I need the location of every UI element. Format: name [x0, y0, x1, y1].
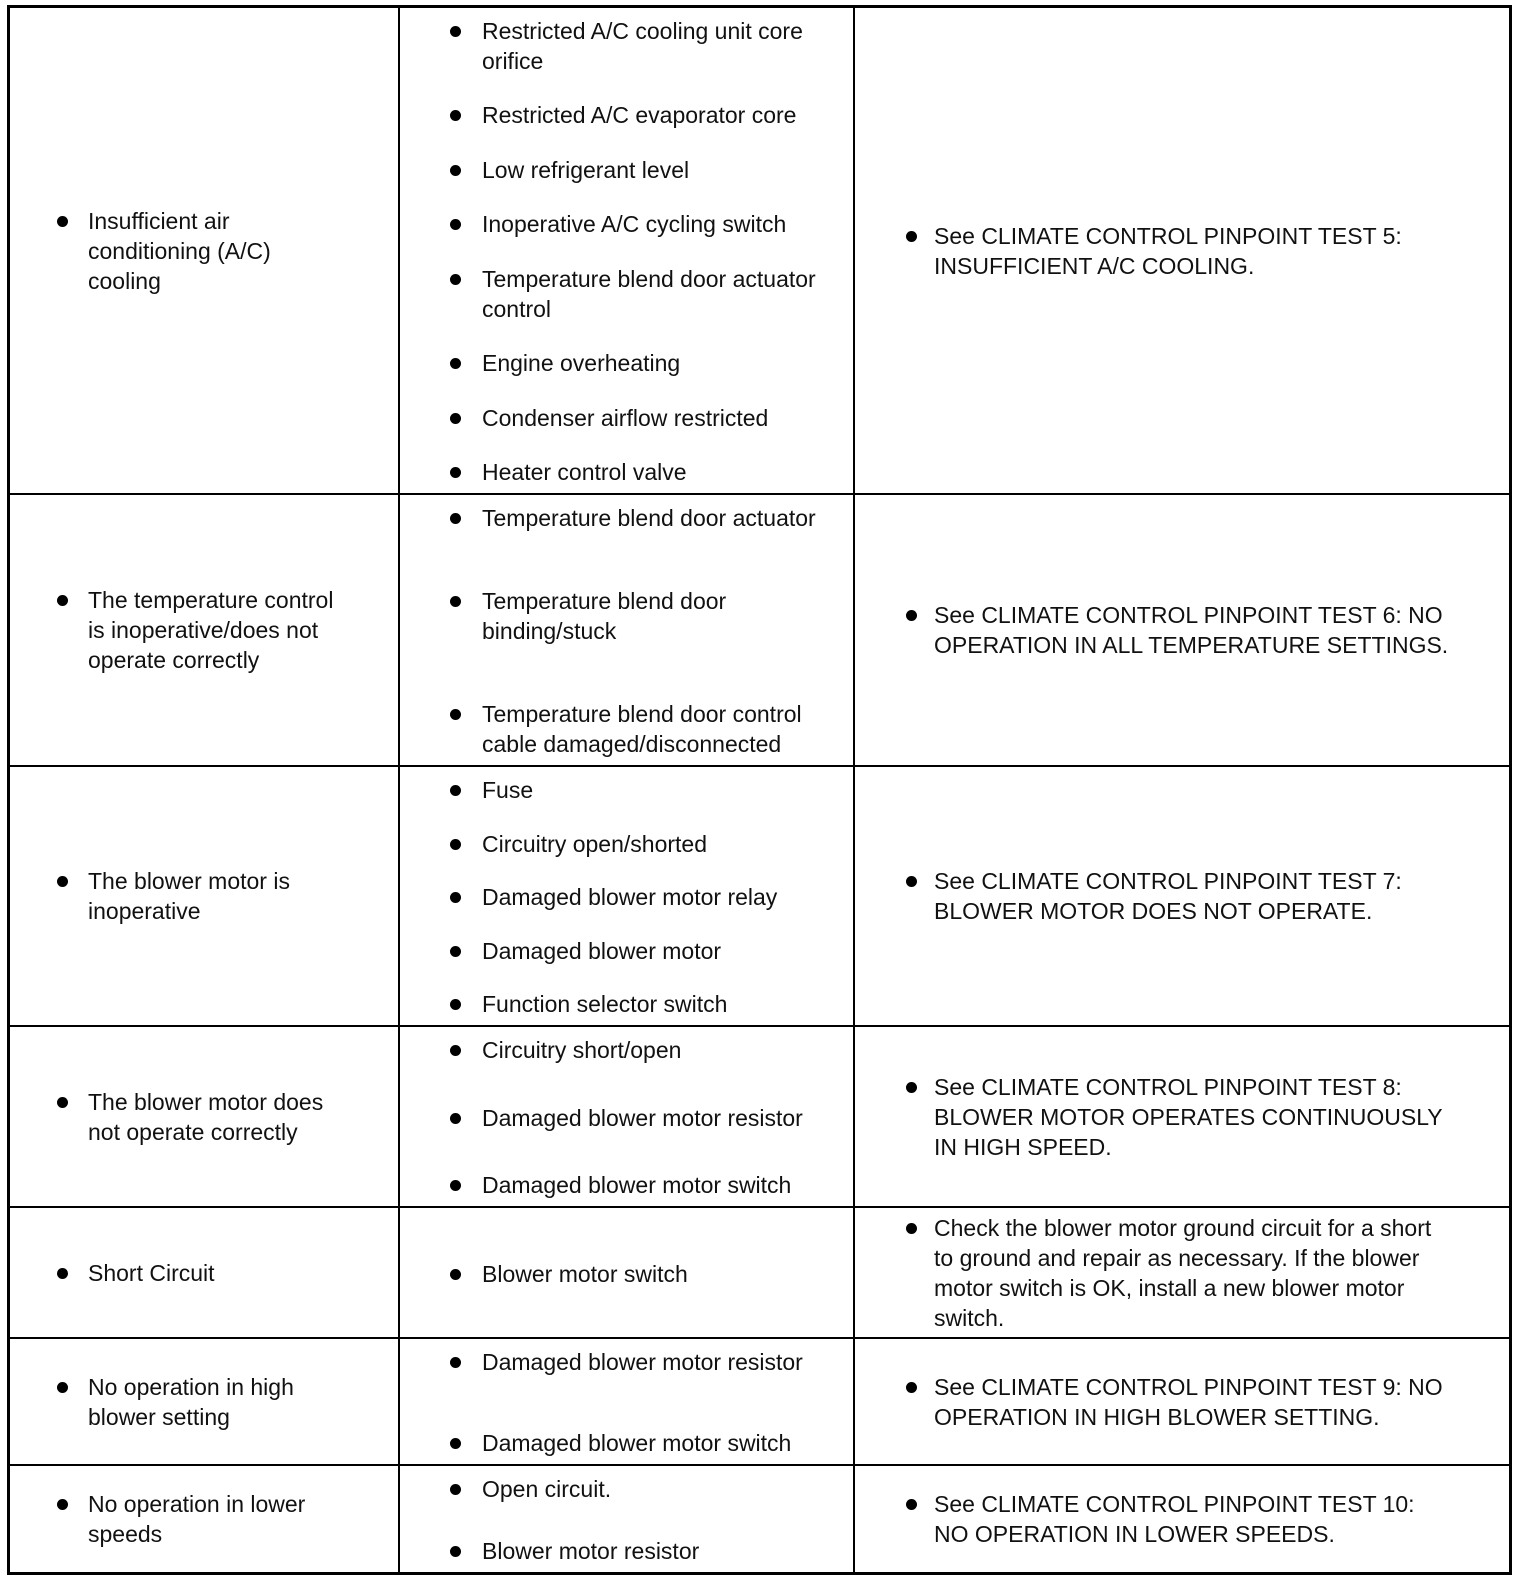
source-item: Temperature blend door actuator [400, 503, 842, 533]
bullet-icon [450, 219, 461, 230]
condition-text: Insufficient air conditioning (A/C) cooling [10, 206, 348, 296]
bullet-icon [57, 595, 68, 606]
action-text: See CLIMATE CONTROL PINPOINT TEST 10: NO OPERATION IN LOWER SPEEDS. [855, 1489, 1454, 1549]
bullet-icon [450, 1546, 461, 1557]
bullet-icon [450, 596, 461, 607]
bullet-icon [906, 1499, 917, 1510]
bullet-icon [450, 1484, 461, 1495]
source-item: Temperature blend door actuator control [400, 264, 842, 324]
source-item: Function selector switch [400, 989, 842, 1019]
table-row [10, 767, 1509, 1027]
bullet-icon [906, 1223, 917, 1234]
bullet-icon [450, 26, 461, 37]
bullet-icon [450, 999, 461, 1010]
bullet-icon [450, 1045, 461, 1056]
source-item: Damaged blower motor switch [400, 1428, 842, 1458]
condition-text: The temperature control is inoperative/does not operate correctly [10, 585, 348, 675]
bullet-icon [450, 892, 461, 903]
condition-cell [10, 1339, 400, 1464]
bullet-icon [57, 216, 68, 227]
bullet-icon [57, 1268, 68, 1279]
bullet-icon [450, 413, 461, 424]
source-item: Temperature blend door control cable damaged/disconnected [400, 699, 842, 759]
source-item: Open circuit. [400, 1474, 842, 1504]
table-row [10, 495, 1509, 767]
sources-cell [400, 8, 855, 493]
symptom-chart-table [7, 5, 1512, 1575]
source-item: Restricted A/C cooling unit core orifice [400, 16, 842, 76]
bullet-icon [450, 839, 461, 850]
action-cell [855, 1466, 1509, 1572]
source-item: Blower motor switch [400, 1259, 842, 1289]
bullet-icon [57, 1499, 68, 1510]
bullet-icon [906, 231, 917, 242]
table-row [10, 1339, 1509, 1466]
sources-cell [400, 1027, 855, 1206]
source-item: Damaged blower motor [400, 936, 842, 966]
bullet-icon [450, 1113, 461, 1124]
action-cell [855, 767, 1509, 1025]
action-text: See CLIMATE CONTROL PINPOINT TEST 6: NO OPERATION IN ALL TEMPERATURE SETTINGS. [855, 600, 1454, 660]
bullet-icon [450, 110, 461, 121]
table-row [10, 8, 1509, 495]
sources-cell [400, 767, 855, 1025]
source-item: Damaged blower motor resistor [400, 1347, 842, 1377]
condition-text: No operation in high blower setting [10, 1372, 348, 1432]
bullet-icon [450, 165, 461, 176]
bullet-icon [450, 785, 461, 796]
source-item: Heater control valve [400, 457, 842, 487]
sources-cell [400, 1339, 855, 1464]
condition-cell [10, 1027, 400, 1206]
table-row [10, 1208, 1509, 1339]
action-cell [855, 8, 1509, 493]
bullet-icon [906, 1082, 917, 1093]
bullet-icon [450, 1438, 461, 1449]
source-item: Inoperative A/C cycling switch [400, 209, 842, 239]
action-text: Check the blower motor ground circuit for a short to ground and repair as necessary. If the blower motor switch is OK, install a new blower motor switch. [855, 1213, 1454, 1333]
condition-text: The blower motor is inoperative [10, 866, 348, 926]
action-text: See CLIMATE CONTROL PINPOINT TEST 8: BLOWER MOTOR OPERATES CONTINUOUSLY IN HIGH SPEED. [855, 1072, 1454, 1162]
bullet-icon [450, 513, 461, 524]
condition-cell [10, 767, 400, 1025]
bullet-icon [906, 610, 917, 621]
bullet-icon [57, 876, 68, 887]
action-cell [855, 495, 1509, 765]
table-row [10, 1027, 1509, 1208]
source-item: Circuitry open/shorted [400, 829, 842, 859]
bullet-icon [450, 467, 461, 478]
source-item: Low refrigerant level [400, 155, 842, 185]
action-text: See CLIMATE CONTROL PINPOINT TEST 5: INSUFFICIENT A/C COOLING. [855, 221, 1454, 281]
action-cell [855, 1339, 1509, 1464]
bullet-icon [450, 1269, 461, 1280]
source-item: Engine overheating [400, 348, 842, 378]
sources-cell [400, 495, 855, 765]
source-item: Fuse [400, 775, 842, 805]
bullet-icon [450, 358, 461, 369]
bullet-icon [450, 274, 461, 285]
bullet-icon [450, 1357, 461, 1368]
bullet-icon [57, 1382, 68, 1393]
source-item: Circuitry short/open [400, 1035, 842, 1065]
action-cell [855, 1208, 1509, 1337]
source-item: Restricted A/C evaporator core [400, 100, 842, 130]
source-item: Condenser airflow restricted [400, 403, 842, 433]
condition-text: The blower motor does not operate correctly [10, 1087, 348, 1147]
bullet-icon [906, 876, 917, 887]
source-item: Blower motor resistor [400, 1536, 842, 1566]
table-row [10, 1466, 1509, 1572]
action-cell [855, 1027, 1509, 1206]
condition-cell [10, 8, 400, 493]
sources-cell [400, 1208, 855, 1337]
source-item: Damaged blower motor relay [400, 882, 842, 912]
source-item: Damaged blower motor resistor [400, 1103, 842, 1133]
action-text: See CLIMATE CONTROL PINPOINT TEST 9: NO OPERATION IN HIGH BLOWER SETTING. [855, 1372, 1454, 1432]
condition-text: Short Circuit [10, 1258, 348, 1288]
bullet-icon [450, 709, 461, 720]
bullet-icon [906, 1382, 917, 1393]
source-item: Damaged blower motor switch [400, 1170, 842, 1200]
condition-cell [10, 1466, 400, 1572]
bullet-icon [450, 1180, 461, 1191]
condition-cell [10, 495, 400, 765]
action-text: See CLIMATE CONTROL PINPOINT TEST 7: BLOWER MOTOR DOES NOT OPERATE. [855, 866, 1454, 926]
condition-text: No operation in lower speeds [10, 1489, 348, 1549]
condition-cell [10, 1208, 400, 1337]
source-item: Temperature blend door binding/stuck [400, 586, 842, 646]
bullet-icon [57, 1097, 68, 1108]
bullet-icon [450, 946, 461, 957]
sources-cell [400, 1466, 855, 1572]
